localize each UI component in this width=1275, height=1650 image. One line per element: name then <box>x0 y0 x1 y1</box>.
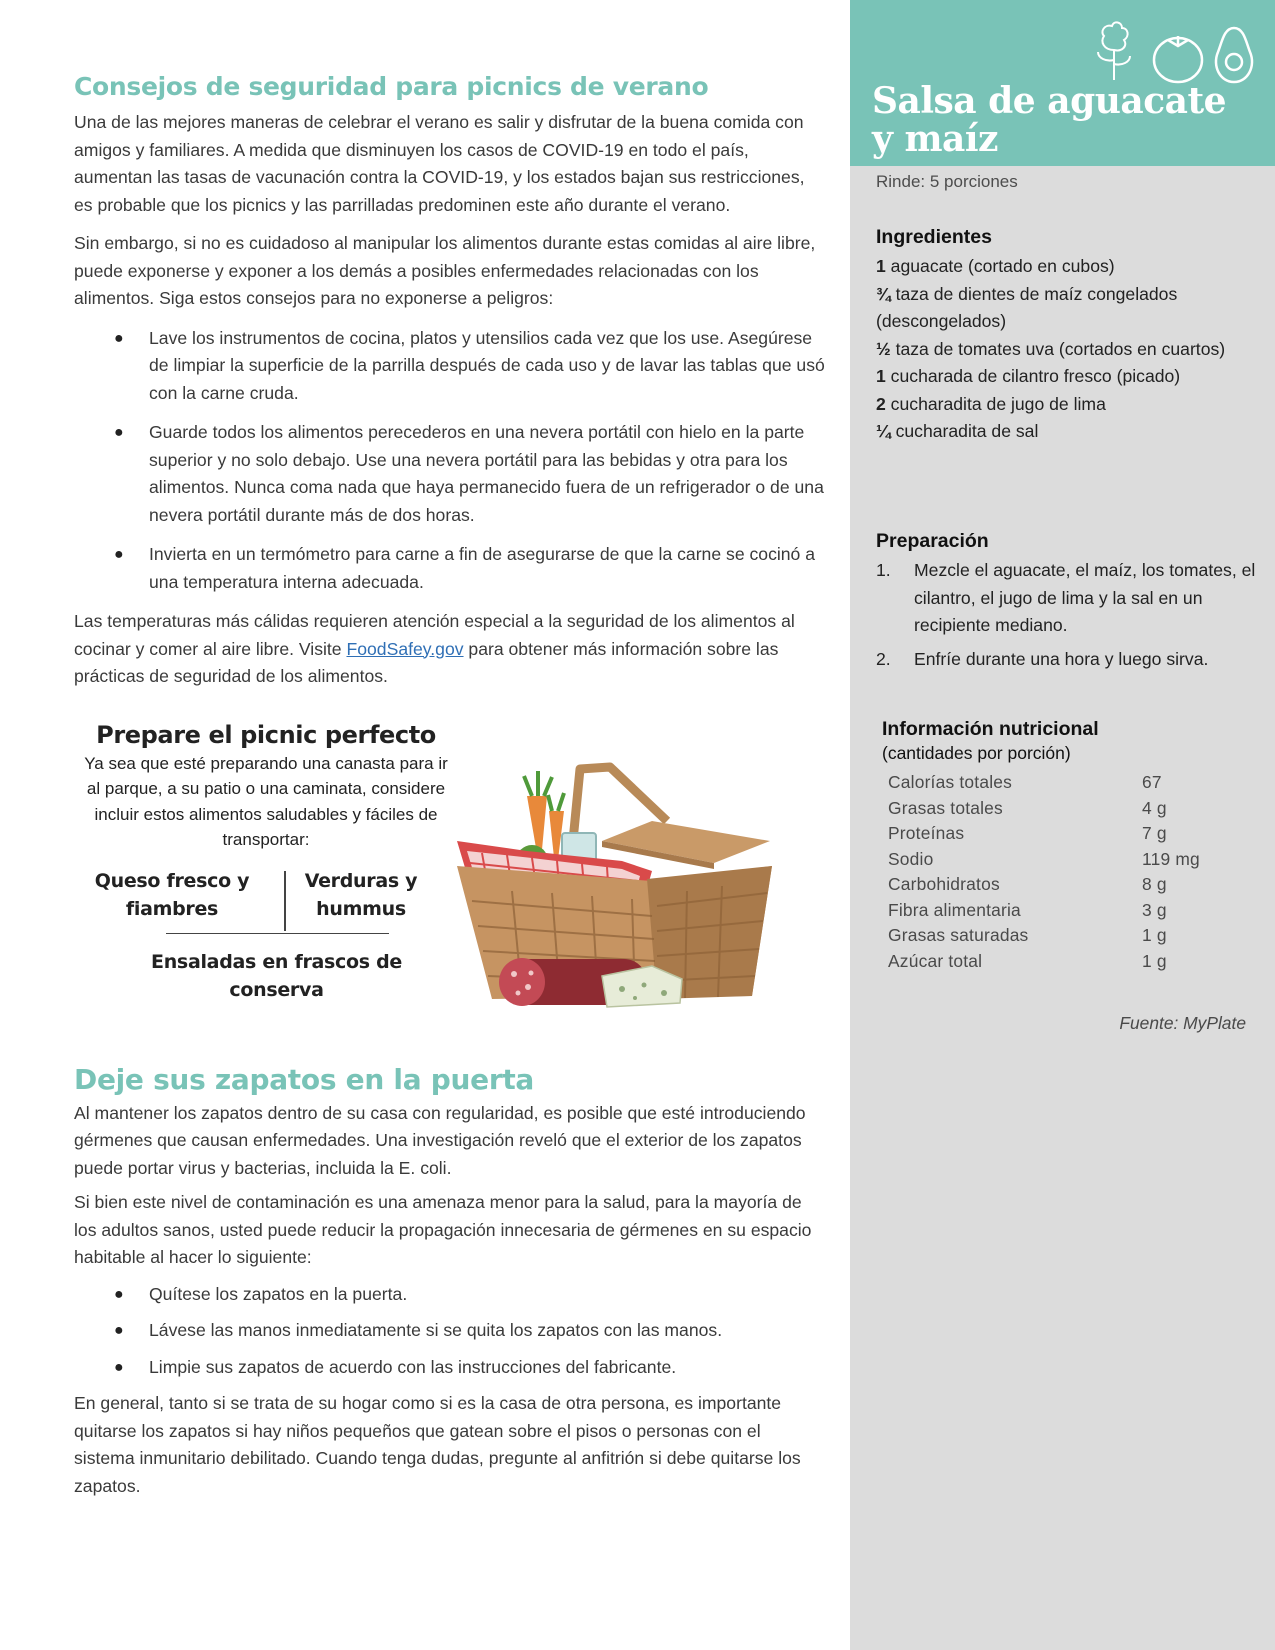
paragraph-with-link: Las temperaturas más cálidas requieren atención especial a la seguridad de los alimentos al cocinar y comer al aire libre. Visite FoodSafey.gov para obtener más información sobre las prácticas de seguridad de los alimentos. <box>74 611 795 686</box>
list-item: ● Lávese las manos inmediatamente si se quita los zapatos con las manos. <box>74 1317 826 1345</box>
list-item: ● Lave los instrumentos de cocina, platos y utensilios cada vez que los use. Asegúrese de limpiar la superficie de la parrilla después de cada uso y de lavar las tablas que usó con la carne cruda. <box>74 325 826 408</box>
list-item: ● Quítese los zapatos en la puerta. <box>74 1281 826 1309</box>
table-row: Sodio 119 mg <box>888 848 1200 869</box>
preparation-section <box>876 530 1256 679</box>
ingredient-item: 2 cucharadita de jugo de lima <box>876 393 1106 414</box>
bullet-icon: ● <box>114 1322 124 1339</box>
nutrition-subtitle: (cantidades por porción) <box>882 743 1071 763</box>
ingredients-title: Ingredientes <box>876 226 992 248</box>
paragraph: Si bien este nivel de contaminación es una amenaza menor para la salud, para la mayoría de los adultos sanos, usted puede reducir la propagación innecesaria de gérmenes en su espacio habitable al hacer lo siguiente: <box>74 1192 812 1267</box>
ingredient-item: ¼ cucharadita de sal <box>876 421 1039 441</box>
ingredient-item: 1 aguacate (cortado en cubos) <box>876 256 1115 276</box>
bullet-icon: ● <box>114 1285 124 1303</box>
avocado-icon <box>1216 28 1252 82</box>
promo-food-grid <box>74 863 458 933</box>
paragraph: En general, tanto si se trata de su hogar como si es la casa de otra persona, es importante quitarse los zapatos si hay niños pequeños que gatean sobre el pisos o personas con el sistema inmunitario debilitado. Cuando tenga dudas, pregunte al anfitrión si debe quitarse los zapatos. <box>74 1393 801 1496</box>
cilantro-icon <box>1098 22 1130 80</box>
table-row: Fibra alimentaria 3 g <box>888 899 1167 920</box>
list-item: ● Limpie sus zapatos de acuerdo con las instrucciones del fabricante. <box>74 1354 826 1382</box>
promo-item-veggies: Verduras y hummus <box>304 869 418 920</box>
paragraph: Al mantener los zapatos dentro de su casa con regularidad, es posible que esté introduciendo gérmenes que causan enfermedades. Una investigación reveló que el exterior de los zapatos puede portar virus y bacterias, incluida la E. coli. <box>74 1102 806 1178</box>
bullet-icon: ● <box>114 424 124 441</box>
promo-text-block <box>74 720 458 1001</box>
recipe-yield: Rinde: 5 porciones <box>876 172 1018 191</box>
list-item: ● Invierta en un termómetro para carne a fin de asegurarse de que la carne se cocinó a una temperatura interna adecuada. <box>74 541 826 596</box>
section-title-picnic-safety: Consejos de seguridad para picnics de verano <box>74 72 709 101</box>
picnic-basket-illustration <box>452 741 792 1016</box>
ingredient-item: 1 cucharada de cilantro fresco (picado) <box>876 366 1181 386</box>
bullet-icon: ● <box>114 329 124 347</box>
ingredients-section <box>876 226 1256 446</box>
table-row: Calorías totales 67 <box>888 772 1162 792</box>
main-column <box>74 72 826 1500</box>
recipe-header <box>850 0 1275 166</box>
divider <box>166 933 389 934</box>
table-row: Grasas totales 4 g <box>888 797 1167 818</box>
paragraph: Sin embargo, si no es cuidadoso al manipular los alimentos durante estas comidas al aire libre, puede exponerse y exponer a los demás a posibles enfermedades relacionadas con los alimentos. Siga estos consejos para no exponerse a peligros: <box>74 233 816 308</box>
promo-title: Prepare el picnic perfecto <box>96 720 436 749</box>
nutrition-section <box>882 718 1242 974</box>
table-row: Carbohidratos 8 g <box>888 874 1167 894</box>
table-row: Proteínas 7 g <box>888 823 1167 843</box>
step-item: 2. Enfríe durante una hora y luego sirva. <box>876 648 1209 669</box>
recipe-sidebar <box>850 0 1275 1650</box>
ingredient-item: ½ taza de tomates uva (cortados en cuartos) <box>876 338 1226 359</box>
nutrition-title: Información nutricional <box>882 718 1099 740</box>
list-item: ● Guarde todos los alimentos perecederos en una nevera portátil con hielo en la parte superior y no solo debajo. Use una nevera portátil para las bebidas y otra para los alimentos. Nunca coma nada que haya permanecido fuera de un refrigerador o de una nevera portátil durante más de dos horas. <box>74 419 826 529</box>
table-row: Grasas saturadas 1 g <box>888 925 1167 945</box>
bullet-icon: ● <box>114 1358 124 1376</box>
foodsafety-link[interactable]: FoodSafey.gov <box>346 638 464 659</box>
section-title-shoes: Deje sus zapatos en la puerta <box>74 1062 535 1096</box>
source-credit: Fuente: MyPlate <box>1119 1013 1246 1033</box>
table-row: Azúcar total 1 g <box>888 950 1167 971</box>
ingredients-list <box>876 253 1256 446</box>
preparation-steps <box>876 557 1256 673</box>
nutrition-table <box>882 770 1232 974</box>
recipe-title: Salsa de aguacate y maíz <box>872 80 1227 160</box>
preparation-title: Preparación <box>876 530 989 552</box>
ingredient-item: ¾ taza de dientes de maíz congelados (descongelados) <box>876 283 1178 331</box>
bullet-list <box>74 325 826 597</box>
bullet-list <box>74 1281 826 1382</box>
paragraph: Una de las mejores maneras de celebrar el verano es salir y disfrutar de la buena comida con amigos y familiares. A medida que disminuyen los casos de COVID-19 en todo el país, aumentan las tasas de vacunación contra la COVID-19, y los estados bajan sus restricciones, es probable que los picnics y las parrilladas predominen este año durante el verano. <box>74 112 805 215</box>
step-item: 1. Mezcle el aguacate, el maíz, los tomates, el cilantro, el jugo de lima y la sal en un recipiente mediano. <box>876 560 1256 635</box>
picnic-promo <box>74 721 826 1041</box>
tomato-icon <box>1154 36 1202 82</box>
promo-intro: Ya sea que esté preparando una canasta para ir al parque, a su patio o una caminata, considere incluir estos alimentos saludables y fáciles de transportar: <box>84 753 448 849</box>
bullet-icon: ● <box>114 546 124 563</box>
food-icons-group <box>1090 20 1260 86</box>
promo-item-cheese: Queso fresco y fiambres <box>94 869 250 920</box>
promo-item-salads: Ensaladas en frascos de conserva <box>151 950 402 1001</box>
